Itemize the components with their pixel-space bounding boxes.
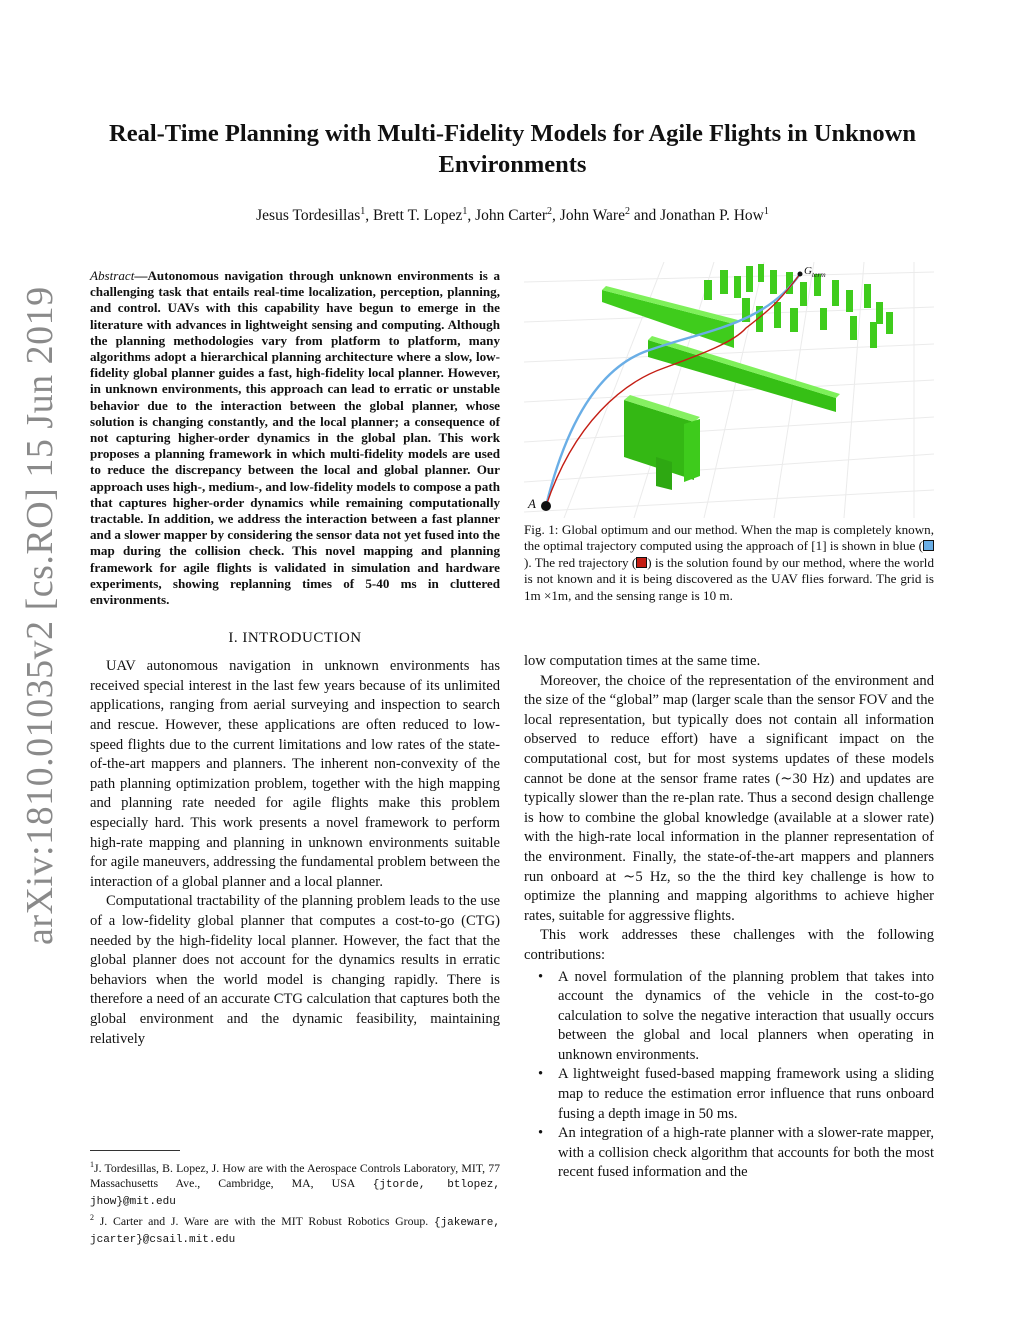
pillar-obstacle (820, 308, 827, 330)
pillar-obstacle (746, 266, 753, 292)
pillar-obstacle (770, 270, 777, 294)
pillar-obstacle (800, 282, 807, 306)
figure-1 (524, 262, 934, 518)
goal-marker (798, 272, 803, 277)
paragraph: This work addresses these challenges with the following contributions: (524, 927, 934, 963)
wall-obstacle (656, 457, 672, 490)
email-link[interactable]: {jakeware, jcarter}@csail.mit.edu (90, 1216, 500, 1246)
start-label: A (528, 496, 536, 511)
left-column (90, 268, 500, 1049)
wall-obstacle (684, 419, 700, 482)
pillar-obstacle (832, 280, 839, 306)
paper-title: Real-Time Planning with Multi-Fidelity Models for Agile Flights in Unknown Environments (109, 120, 916, 178)
abstract: Abstract—Autonomous navigation through unknown environments is a challenging task that entails real-time localization, perception, planning, and control. UAVs with this capability have begun to emerge in the literature with advances in lightweight sensing and computing. Although the planning methodologies vary from platform to platform, many algorithms adopt a hierarchical planning architecture where a slow, low-fidelity global planner guides a fast, high-fidelity local planner. However, in unknown environments, this approach can lead to erratic or unstable behavior due to the interaction between the global planner, whose solution is changing constantly, and the local planner; a consequence of not capturing higher-order dynamics in the global plan. This work proposes a planning framework in which multi-fidelity models are used to reduce the discrepancy between the local and global planner. Our approach uses high-, medium-, and low-fidelity models to compose a path that captures higher-order dynamics while remaining computationally tractable. In addition, we address the interaction between a fast planner and a slower mapper by considering the sensor data not yet fused into the map during the collision check. This novel mapping and planning framework for agile flights is validated in simulation and hardware experiments, showing replanning times of 5-40 ms in cluttered environments. (90, 268, 500, 608)
blue-legend-swatch (923, 540, 934, 551)
list-item: • An integration of a high-rate planner with a slower-rate mapper, with a collision check algorithm that accounts for both the most recent fused information and the (538, 1125, 934, 1181)
introduction-body (90, 657, 500, 1049)
red-legend-swatch (636, 557, 647, 568)
footnote-2: $^2$ J. Carter and J. Ware are with the MIT Robust Robotics Group. {jakeware, jcarter}@csail.mit.edu (90, 1212, 500, 1246)
footnotes (90, 1150, 500, 1248)
author: Jonathan P. How$^1$ (660, 206, 769, 225)
pillar-obstacle (864, 284, 871, 308)
trajectory-figure (524, 262, 934, 518)
list-item: • A lightweight fused-based mapping framework using a sliding map to reduce the estimation error influence that runs onboard fusing a depth image in 50 ms. (538, 1066, 934, 1122)
green-obstacles (602, 264, 893, 490)
pillar-obstacle (870, 322, 877, 348)
footnote-rule (90, 1150, 180, 1151)
list-item: • A novel formulation of the planning problem that takes into account the dynamics of the vehicle in the cost-to-go calculation to solve the negative interaction that usually occurs between the global and local planners when operating in unknown environments. (538, 968, 934, 1063)
paragraph: low computation times at the same time. (524, 653, 761, 669)
contributions-list (524, 968, 934, 1184)
author-list (90, 206, 935, 225)
pillar-obstacle (734, 276, 741, 298)
figure-caption: Fig. 1: Global optimum and our method. When the map is completely known, the optimal trajectory computed using the approach of [1] is shown in blue (). The red trajectory ( ) is the solution found by our method, where the world is not known and it is being discovered as the UAV flies forward. The grid is 1m ×1m, and the sensing range is 10 m. (524, 522, 934, 603)
perspective-grid (524, 262, 934, 518)
wall-obstacle (648, 340, 836, 412)
pillar-obstacle (790, 308, 798, 332)
abstract-label: Abstract (90, 268, 135, 283)
abstract-text: Autonomous navigation through unknown environments is a challenging task that entails real-time localization, perception, planning, and control. UAVs with this capability have begun to emerge in the literature with advances in lightweight sensing and computing. Although the planning methodologies vary from platform to platform, many algorithms adopt a hierarchical planning architecture where a slow, low-fidelity global planner guides a fast, high-fidelity local planner. However, in unknown environments, this approach can lead to erratic or unstable behavior due to the interaction between the global planner, whose solution is changing constantly, and the local planner; a consequence of not capturing higher-order dynamics in the global plan. This work proposes a planning framework in which multi-fidelity models are used to reduce the discrepancy between the local and global planner. Our approach uses high-, medium-, and low-fidelity models to compose a path that captures higher-order dynamics while remaining computationally tractable. In addition, we address the interaction between a fast planner and a slower mapper by considering the sensor data not yet fused into the map during the collision check. This novel mapping and planning framework for agile flights is validated in simulation and hardware experiments, showing replanning times of 5-40 ms in cluttered environments. (90, 268, 500, 608)
pillar-obstacle (774, 302, 781, 328)
start-marker (541, 501, 551, 511)
author: John Ware$^2$ and (559, 206, 661, 225)
pillar-obstacle (758, 264, 764, 282)
paragraph: Computational tractability of the planning problem leads to the use of a low-fidelity global planner that computes a cost-to-go (CTG) needed by the high-fidelity local planner. However, the fact that the global planner does not account for the dynamics results in erratic behaviors when the world model is changing rapidly. There is therefore a need of an accurate CTG calculation that captures both the global environment and the dynamic feasibility, maintaining relatively (90, 893, 500, 1047)
author: Jesus Tordesillas$^1$, (256, 206, 373, 225)
pillar-obstacle (704, 280, 712, 300)
wall-obstacle (602, 290, 734, 348)
paragraph: Moreover, the choice of the representation of the environment and the size of the “global” map (larger scale than the sensor FOV and the local representation, but typically does not contain all information observed to reduce effort) have a significant impact on the computational cost, but for most systems updates of these models cannot be done at the sensor frame rates (∼30 Hz) and updates are typically slower than the re-plan rate. Thus a second design challenge is how to combine the global knowledge (available at a slower rate) with the high-rate local information in the planner representation of the environment. Finally, the state-of-the-art mappers and planners run onboard at ∼5 Hz, so the the third key challenge is how to optimize the planning and mapping algorithms to achieve higher rates, suitable for aggressive flights. (524, 672, 934, 924)
right-column-body (524, 652, 934, 1183)
email-link[interactable]: {jtorde, btlopez, jhow}@mit.edu (90, 1178, 501, 1208)
pillar-obstacle (886, 312, 893, 334)
footnote-1: $^1$J. Tordesillas, B. Lopez, J. How are with the Aerospace Controls Laboratory, MIT, 77 Massachusetts Ave., Cambridge, MA, USA {jtorde, btlopez, jhow}@mit.edu (90, 1160, 501, 1208)
section-heading-introduction: I. INTRODUCTION (228, 630, 362, 647)
pillar-obstacle (720, 270, 728, 294)
paragraph: UAV autonomous navigation in unknown environments has received special interest in the last few years because of its unlimited applications, ranging from aerial surveying and inspection to search and rescue. However, these applications are often reduced to low-speed flights due to the current limitations and low rates of the state-of-the-art mappers and planners. The inherent non-convexity of the path planning optimization problem, together with the high mapping and planning rate needed for agile flights make this problem especially hard. This work presents a novel framework to perform high-rate mapping and planning in unknown environments suitable for agile maneuvers, addressing the fundamental problem between the interaction of a global planner and a local planner. (90, 658, 500, 890)
goal-label: $G_{term}$ (804, 265, 826, 279)
author: Brett T. Lopez$^1$, (373, 206, 476, 225)
pillar-obstacle (850, 316, 857, 340)
arxiv-identifier: arXiv:1810.01035v2 [cs.RO] 15 Jun 2019 (19, 286, 61, 945)
pillar-obstacle (846, 290, 853, 312)
figure-caption-block (524, 522, 934, 604)
author: John Carter$^2$, (475, 206, 560, 225)
pillar-obstacle (876, 302, 883, 324)
